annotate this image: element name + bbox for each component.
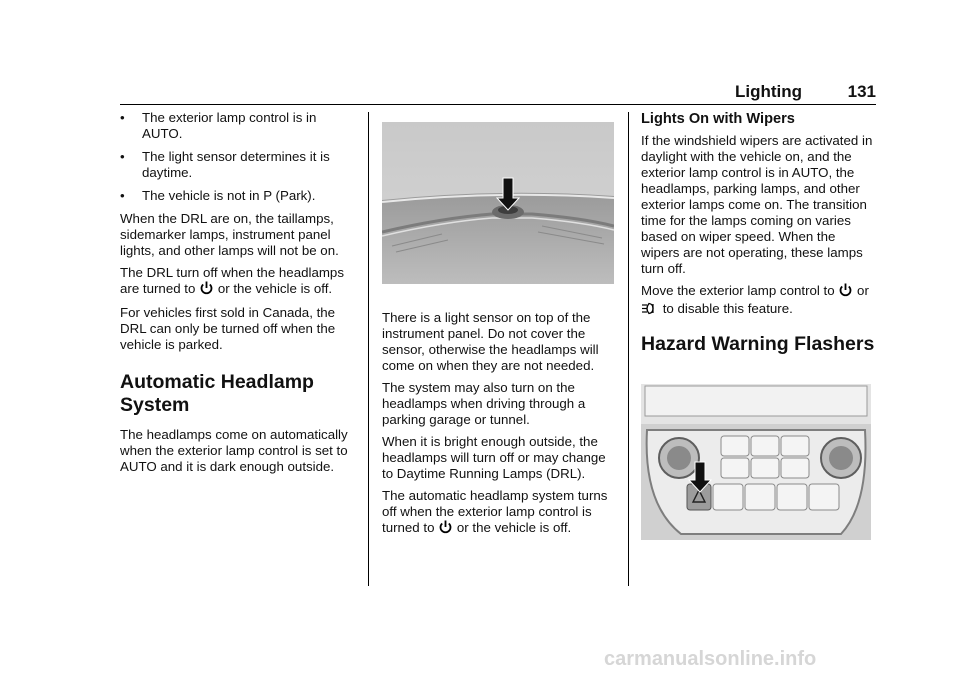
paragraph: When the DRL are on, the taillamps, sidemarker lamps, instrument panel lights, and other lamps will not be on. — [120, 211, 339, 258]
section-heading: Automatic Headlamp System — [120, 371, 314, 416]
paragraph: The system may also turn on the headlamps when driving through a parking garage or tunnel. — [382, 380, 586, 427]
bullet-item: • The vehicle is not in P (Park). — [120, 188, 316, 203]
page-number: 131 — [847, 82, 876, 101]
column-divider-2 — [628, 112, 629, 586]
bullet-item: • The light sensor determines it is daytime. — [120, 149, 330, 180]
header-rule — [120, 104, 876, 105]
paragraph: The automatic headlamp system turns off when the exterior lamp control is turned to or the vehicle is off. — [382, 488, 617, 538]
section-title: Lighting — [734, 82, 802, 101]
paragraph: There is a light sensor on top of the instrument panel. Do not cover the sensor, otherwise the headlamps will come on when they are not needed. — [382, 310, 599, 373]
paragraph: When it is bright enough outside, the headlamps will turn off or may change to Daytime Running Lamps (DRL). — [382, 434, 606, 481]
fog-lamp-icon — [642, 302, 658, 319]
paragraph: The headlamps come on automatically when the exterior lamp control is set to AUTO and it is dark enough outside. — [120, 427, 348, 474]
bullet-marker: • — [120, 149, 125, 164]
power-icon — [839, 283, 852, 301]
paragraph: Move the exterior lamp control to or to disable this feature. — [641, 283, 876, 319]
page-header — [120, 82, 876, 102]
bullet-item: • The exterior lamp control is in AUTO. — [120, 110, 317, 141]
bullet-marker: • — [120, 188, 125, 203]
subheading: Lights On with Wipers — [641, 111, 795, 127]
column-2 — [382, 310, 617, 544]
paragraph: If the windshield wipers are activated in daylight with the vehicle on, and the exterior lamp control is in AUTO, the headlamps, parking lamps, and other exterior lamps come on. The transition time for the lamps coming on varies based on wiper speed. When the wipers are not operating, these lamps turn off. — [641, 133, 873, 276]
section-heading: Hazard Warning Flashers — [641, 333, 875, 355]
power-icon — [439, 520, 452, 538]
column-divider-1 — [368, 112, 369, 586]
column-3 — [641, 111, 876, 366]
column-1 — [120, 110, 355, 481]
power-icon — [200, 281, 213, 299]
light-sensor-illustration — [382, 122, 614, 284]
hazard-button-illustration — [641, 384, 871, 540]
paragraph: The DRL turn off when the headlamps are turned to or the vehicle is off. — [120, 265, 355, 299]
bullet-marker: • — [120, 110, 125, 125]
paragraph: For vehicles first sold in Canada, the DRL can only be turned off when the vehicle is parked. — [120, 305, 336, 352]
watermark: carmanualsonline.info — [604, 648, 817, 670]
